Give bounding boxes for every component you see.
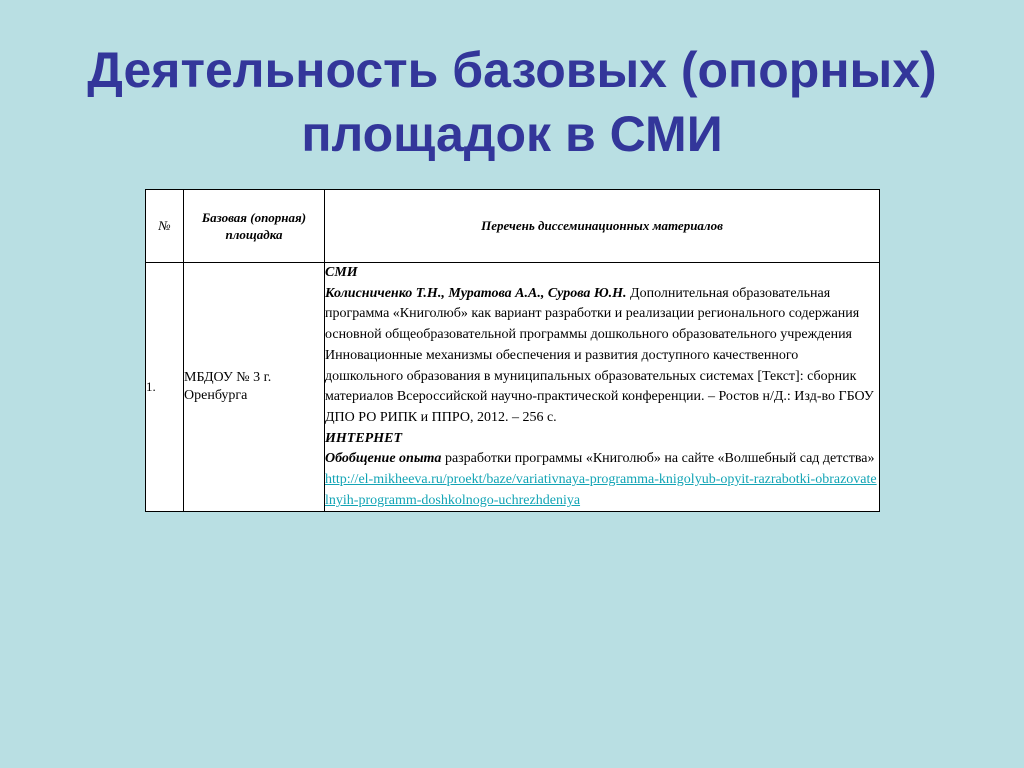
internet-lead: Обобщение опыта (325, 451, 442, 467)
row-number: 1. (146, 263, 184, 512)
internet-entry (325, 449, 879, 511)
website-link[interactable]: http://el-mikheeva.ru/proekt/baze/variativnaya-programma-knigolyub-opyit-razrabotki-obrazovatelnyih-programm-doshkolnogo-uchrezhdeniya (325, 472, 877, 508)
smi-description: Дополнительная образовательная программа «Книголюб» как вариант разработки и реализации регионального содержания основной общеобразовательной программы дошкольного образовательного учреждения Инновационные механизмы обеспечения и развития доступного качественного дошкольного образования в муниципальных образовательных системах [Текст]: сборник материалов Всероссийской научно-практической конференции. – Ростов н/Д.: Изд-во ГБОУ ДПО РО РИПК и ППРО, 2012. – 256 с. (325, 285, 874, 425)
column-header-base-site: Базовая (опорная) площадка (184, 190, 325, 263)
row-base-site: МБДОУ № 3 г. Оренбурга (184, 263, 325, 512)
slide-title-line-1: Деятельность базовых (опорных) (87, 42, 937, 98)
smi-heading: СМИ (325, 265, 358, 280)
column-header-number: № (146, 190, 184, 263)
smi-entry (325, 284, 879, 429)
materials-table (145, 189, 880, 512)
smi-authors: Колисниченко Т.Н., Муратова А.А., Сурова Ю.Н. (325, 285, 627, 301)
table-row (146, 263, 880, 512)
slide-title-line-2: площадок в СМИ (301, 106, 723, 162)
table-header-row (146, 190, 880, 263)
row-materials (325, 263, 880, 512)
internet-heading: ИНТЕРНЕТ (325, 430, 402, 446)
slide-title (0, 38, 1024, 166)
internet-description: разработки программы «Книголюб» на сайте «Волшебный сад детства» (441, 451, 875, 467)
column-header-materials: Перечень диссеминационных материалов (325, 190, 880, 263)
